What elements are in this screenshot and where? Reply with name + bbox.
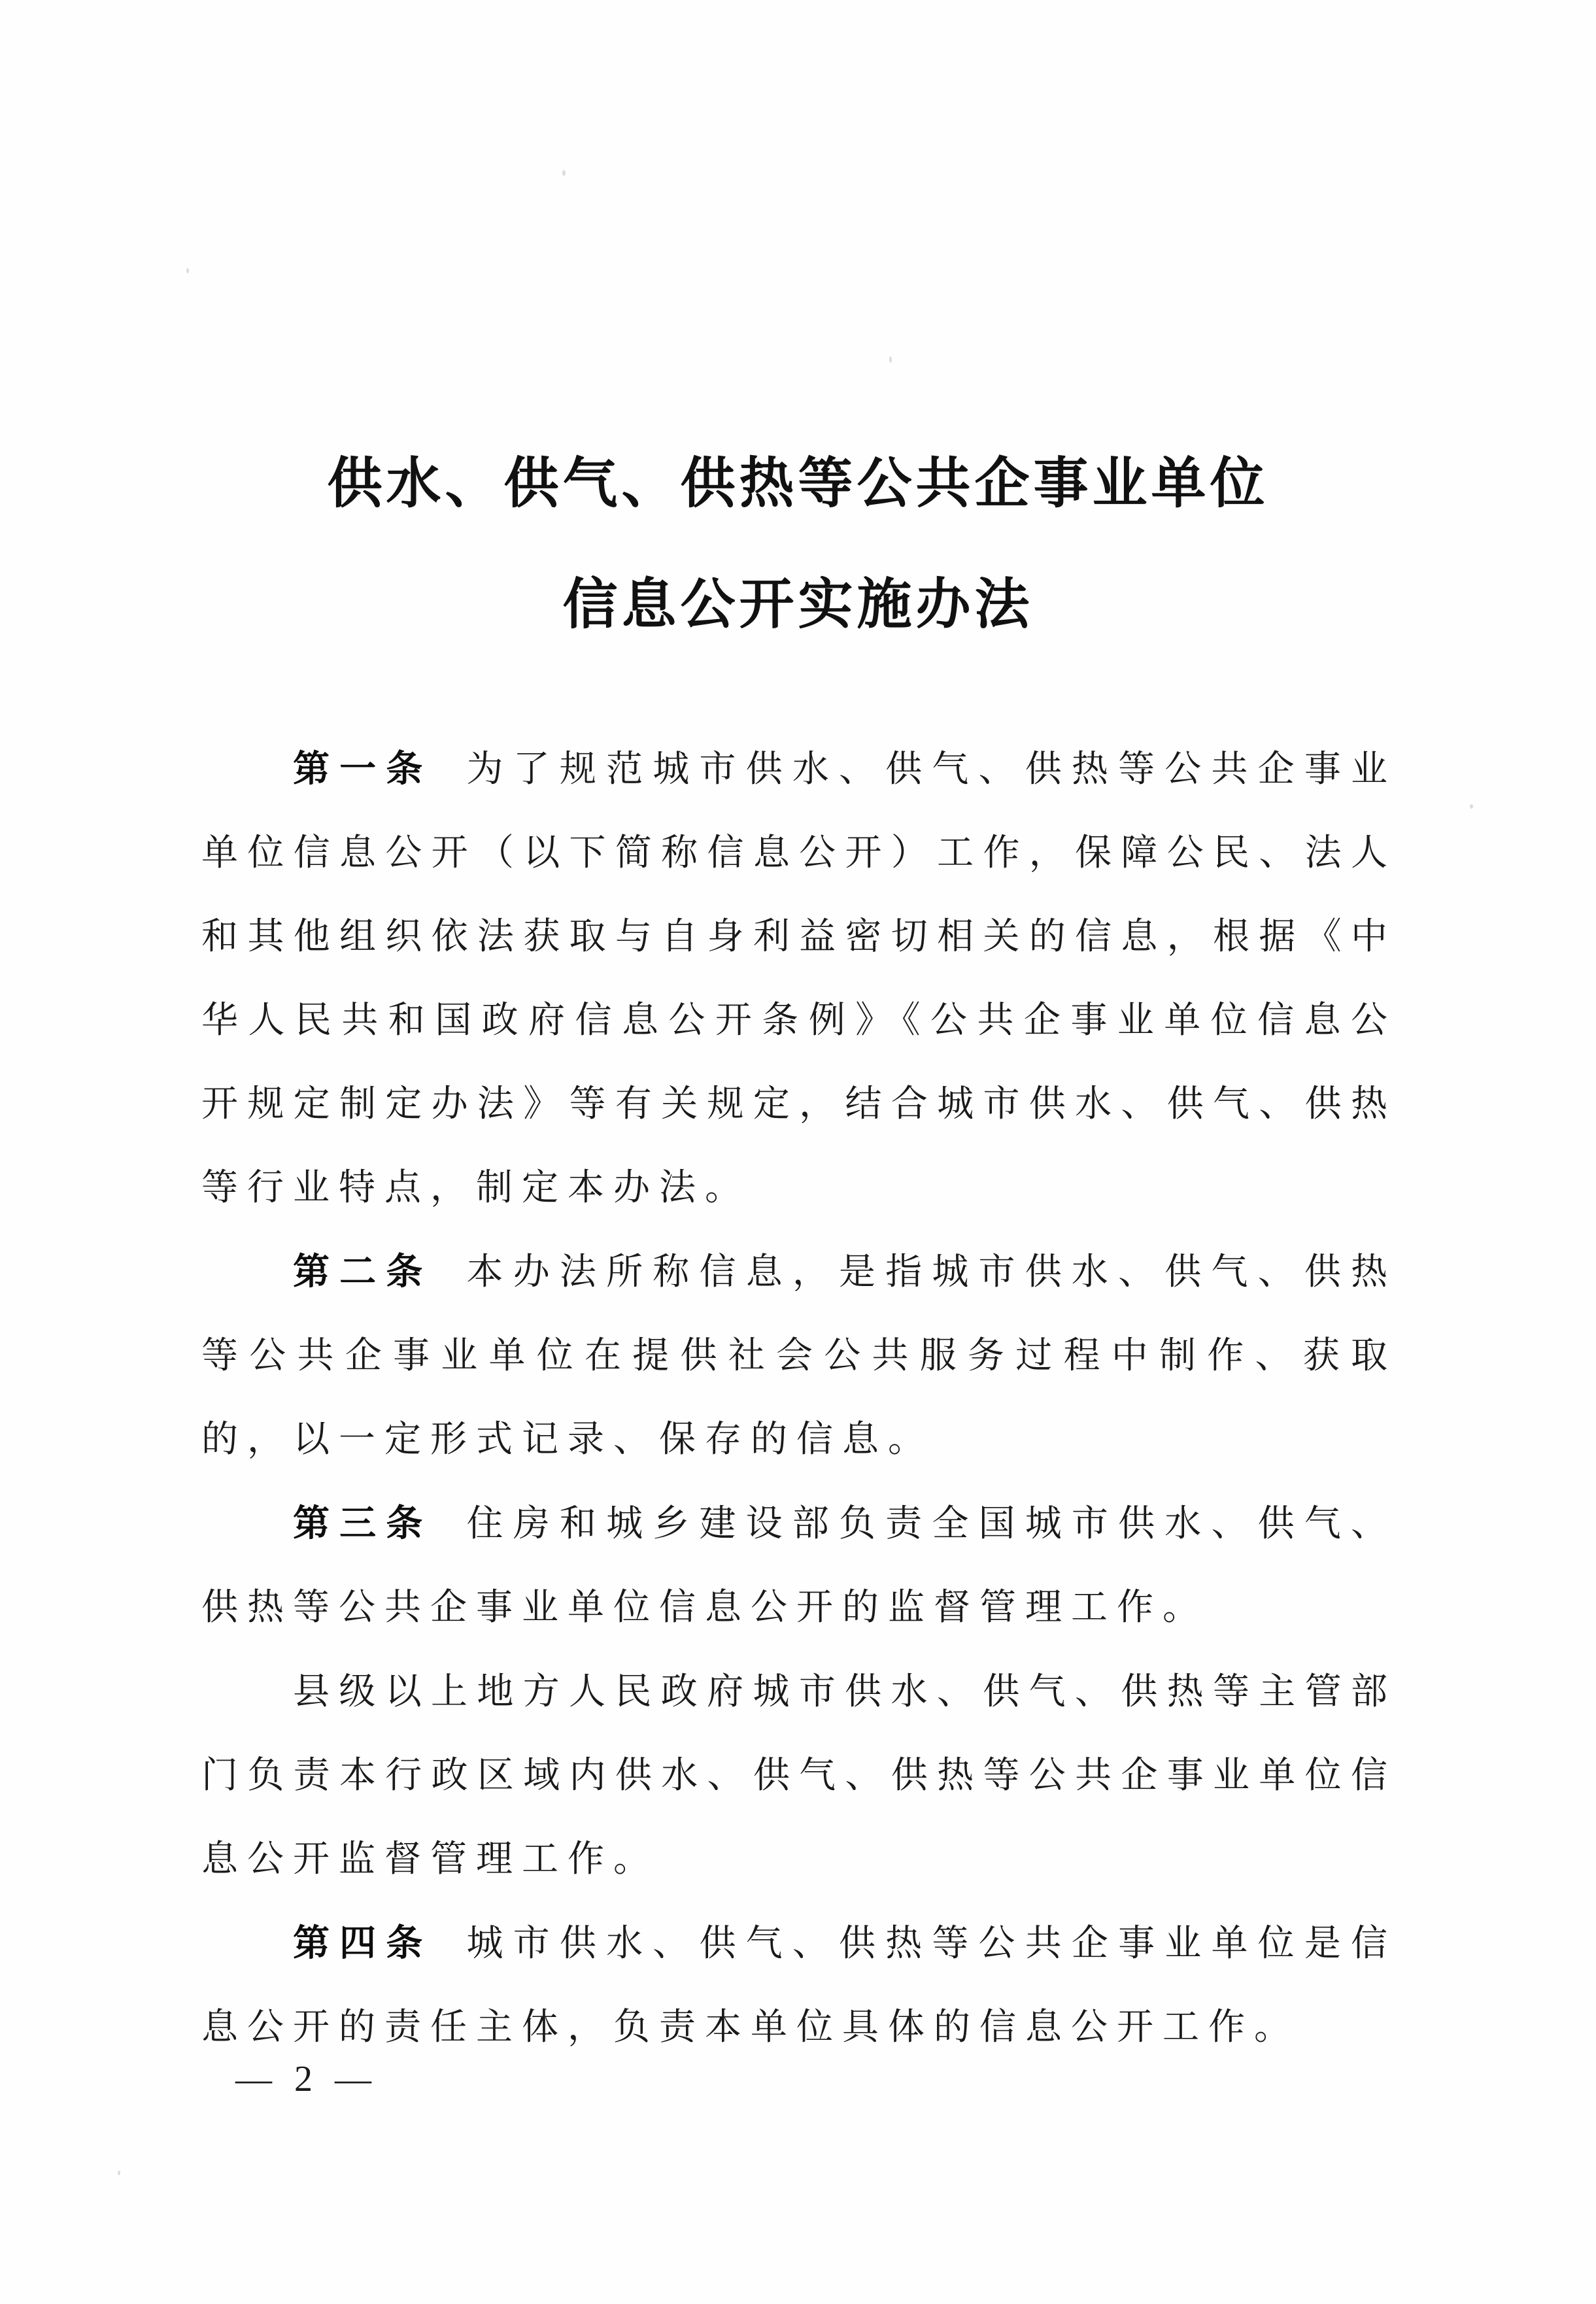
article-1-paragraph bbox=[201, 727, 1397, 1230]
document-title-line2: 信息公开实施办法 bbox=[562, 575, 1034, 635]
scan-speck bbox=[562, 170, 566, 176]
article-2-text: 本办法所称信息，是指城市供水、供气、供热等公共企事业单位在提供社会公共服务过程中制作、获取的，以一定形式记录、保存的信息。 bbox=[201, 1252, 1397, 1460]
article-1-text: 为了规范城市供水、供气、供热等公共企事业单位信息公开（以下简称信息公开）工作，保障公民、法人和其他组织依法获取与自身利益密切相关的信息，根据《中华人民共和国政府信息公开条例》《公共企事业单位信息公开规定制定办法》等有关规定，结合城市供水、供气、供热等行业特点，制定本办法。 bbox=[201, 749, 1397, 1208]
article-2-paragraph bbox=[201, 1230, 1397, 1482]
page-number: — 2 — bbox=[235, 2059, 378, 2099]
article-4-label: 第四条 bbox=[293, 1922, 433, 1963]
scan-speck bbox=[1470, 804, 1473, 809]
document-body bbox=[201, 727, 1397, 2069]
document-title-line1: 供水、供气、供热等公共企事业单位 bbox=[327, 454, 1269, 515]
document-title bbox=[0, 424, 1596, 666]
article-3-sub-text: 县级以上地方人民政府城市供水、供气、供热等主管部门负责本行政区域内供水、供气、供热等公共企事业单位信息公开监督管理工作。 bbox=[201, 1672, 1397, 1880]
article-3-subparagraph bbox=[201, 1650, 1397, 1901]
article-3-paragraph bbox=[201, 1482, 1397, 1650]
article-3-label: 第三条 bbox=[293, 1502, 433, 1544]
scan-speck bbox=[186, 268, 189, 273]
article-4-paragraph bbox=[201, 1901, 1397, 2069]
article-3-text: 住房和城乡建设部负责全国城市供水、供气、供热等公共企事业单位信息公开的监督管理工作。 bbox=[201, 1504, 1397, 1628]
article-2-label: 第二条 bbox=[293, 1251, 433, 1292]
scan-speck bbox=[889, 356, 892, 363]
article-4-text: 城市供水、供气、供热等公共企事业单位是信息公开的责任主体，负责本单位具体的信息公开工作。 bbox=[201, 1923, 1397, 2048]
article-1-label: 第一条 bbox=[293, 748, 433, 789]
scan-speck bbox=[118, 2171, 120, 2175]
